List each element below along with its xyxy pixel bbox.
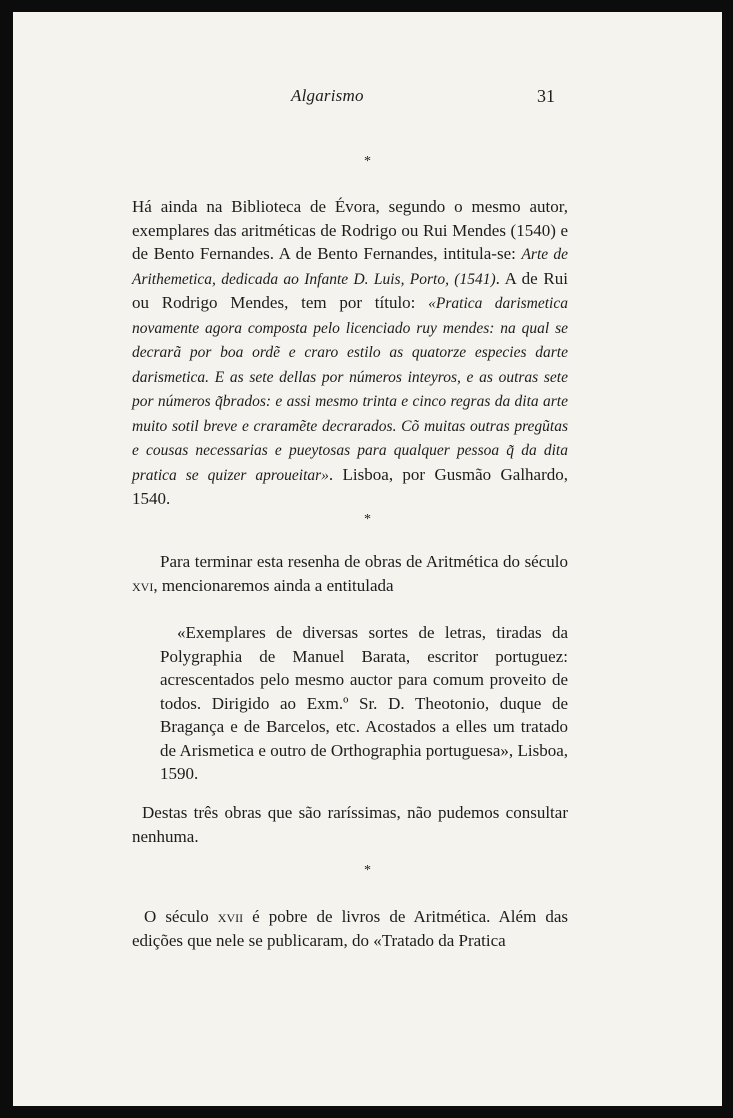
running-title: Algarismo	[291, 86, 364, 105]
paragraph-rare-works	[132, 801, 568, 848]
section-separator-1: *	[364, 154, 371, 169]
century-numeral: xvii	[217, 907, 244, 926]
paragraph-text: O século	[144, 907, 218, 926]
book-title-rui-mendes: «Pratica darismetica novamente agora composta pelo licenciado ruy mendes: na qual se decrarã por boa ordẽ e craro estilo as quatorze especies darte darismetica. E as sete dellas por números inteyros, e as outras sete por números q̃brados: e assi mesmo trinta e cinco regras da dita arte muito sotil breve e craramẽte decrarados. Cõ muitas outras pregũtas e cousas necessarias e pueytosas para qualquer pessoa q̃ da dita pratica se quizer aproueitar»	[132, 295, 568, 484]
paragraph-text: Há ainda na Biblioteca de Évora, segundo o mesmo autor, exemplares das aritméticas de Rodrigo ou Rui Mendes (1540) e de Bento Fernandes. A de Bento Fernandes, intitula-se:	[132, 197, 568, 263]
page-number: 31	[537, 86, 555, 106]
paragraph-conclusion-intro	[132, 550, 568, 597]
section-separator-3: *	[364, 863, 371, 878]
paragraph-seventeenth-century	[132, 905, 568, 952]
paragraph-text: . Lisboa, por Gusmão Galhardo, 1540.	[132, 464, 569, 508]
section-separator-2: *	[364, 512, 371, 527]
page-header	[13, 86, 722, 110]
paragraph-text: é pobre de livros de Aritmética. Além das edições que nele se publicaram, do «Tratado da Pratica	[132, 907, 568, 950]
paragraph-text: Para terminar esta resenha de obras de Aritmética do século	[160, 552, 568, 571]
block-quote-barata	[160, 621, 568, 786]
paragraph-text: , mencionaremos ainda a entitulada	[153, 575, 394, 595]
paragraph-text: Destas três obras que são raríssimas, não pudemos consultar nenhuma.	[132, 803, 568, 846]
paragraph-evora-library	[132, 195, 568, 511]
paragraph-text: . A de Rui ou Rodrigo Mendes, tem por título:	[132, 268, 568, 312]
book-page	[13, 12, 722, 1106]
book-title-bento-fernandes: Arte de Arithemetica, dedicada ao Infante D. Luis, Porto, (1541)	[132, 246, 568, 288]
quote-text: «Exemplares de diversas sortes de letras, tiradas da Polygraphia de Manuel Barata, escritor portuguez: acrescentados pelo mesmo auctor para comum proveito de todos. Dirigido ao Exm.º Sr. D. Theotonio, duque de Bragança e de Barcelos, etc. Acostados a elles um tratado de Arismetica e outro de Orthographia portuguesa», Lisboa, 1590.	[160, 623, 568, 783]
century-numeral: xvi	[132, 575, 154, 595]
